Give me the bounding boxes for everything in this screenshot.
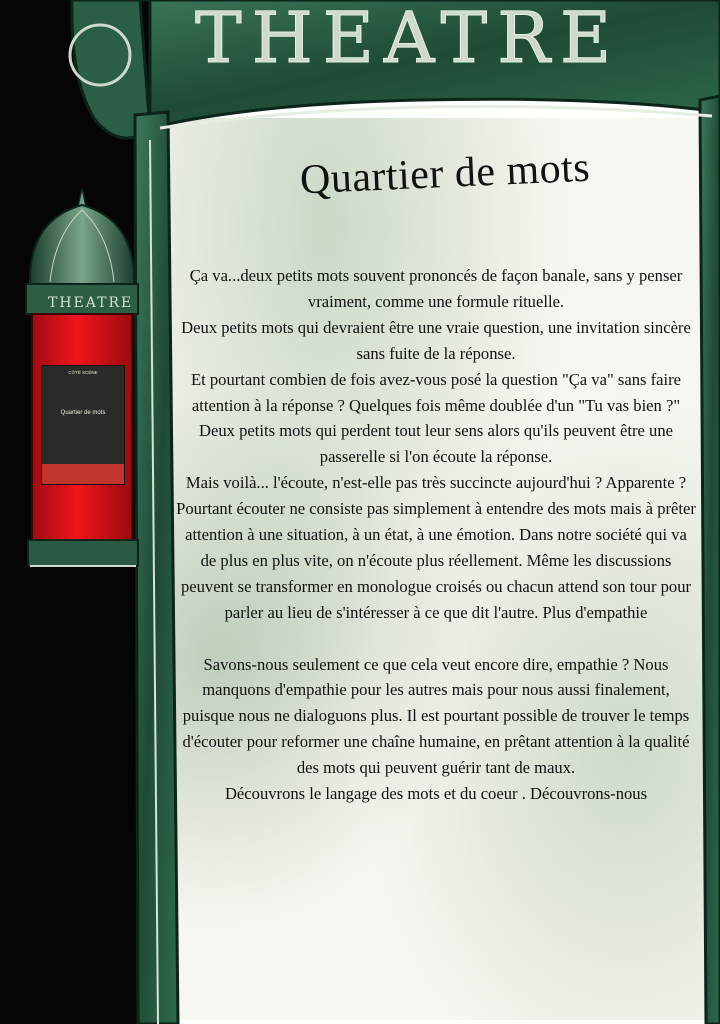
document-title: Quartier de mots xyxy=(299,144,591,204)
paragraph-4: Deux petits mots qui perdent tout leur sens alors qu'ils peuvent être une passerelle si l'on écoute la réponse. xyxy=(199,421,673,467)
pillar-base xyxy=(28,540,138,566)
poster-band xyxy=(42,464,124,484)
pillar-dome xyxy=(30,205,134,285)
right-frame-column xyxy=(700,96,720,1024)
paragraph-2: Deux petits mots qui devraient être une vraie question, une invitation sincère sans fuite de la réponse. xyxy=(181,317,691,363)
poster-header: CÔTÉ SCÈNE xyxy=(68,370,98,375)
paragraph-7: Savons-nous seulement ce que cela veut encore dire, empathie ? Nous manquons d'empathie pour les autres mais pour nous aussi finalement, puisque nous ne dialoguons plus. Il est pourtant possible de trouver le temps d'écouter pour reformer une chaîne humaine, en prêtant attention à la qualité des mots qui peuvent guérir tant de maux. xyxy=(182,654,690,778)
paragraph-spacer xyxy=(176,626,696,652)
sign-lettering: THEATRE xyxy=(195,0,622,79)
paragraph-3: Et pourtant combien de fois avez-vous posé la question "Ça va" sans faire attention à la réponse ? Quelques fois même doublée d'un "Tu vas bien ?" xyxy=(190,369,682,415)
paragraph-8: Découvrons le langage des mots et du coeur . Découvrons-nous xyxy=(224,784,648,804)
pillar-lettering: THEATRE xyxy=(48,295,134,311)
column-poster xyxy=(41,365,125,485)
paragraph-1: Ça va...deux petits mots souvent prononcés de façon banale, sans y penser vraiment, comme une formule rituelle. xyxy=(189,266,683,311)
document-body xyxy=(176,263,696,807)
paragraph-5: Mais voilà... l'écoute, n'est-elle pas très succincte aujourd'hui ? Apparente ? xyxy=(185,473,687,493)
paragraph-6: Pourtant écouter ne consiste pas simplement à entendre des mots mais à prêter attention à une situation, à un état, à une émotion. Dans notre société qui va de plus en plus vite, on n'écoute plus réellement. Même les discussions peuvent se transformer en monologue croisés ou chacun attend son tour pour parler au lieu de s'intéresser à ce que dit l'autre. Plus d'empathie xyxy=(176,499,696,622)
poster-title: Quartier de mots xyxy=(60,410,106,416)
